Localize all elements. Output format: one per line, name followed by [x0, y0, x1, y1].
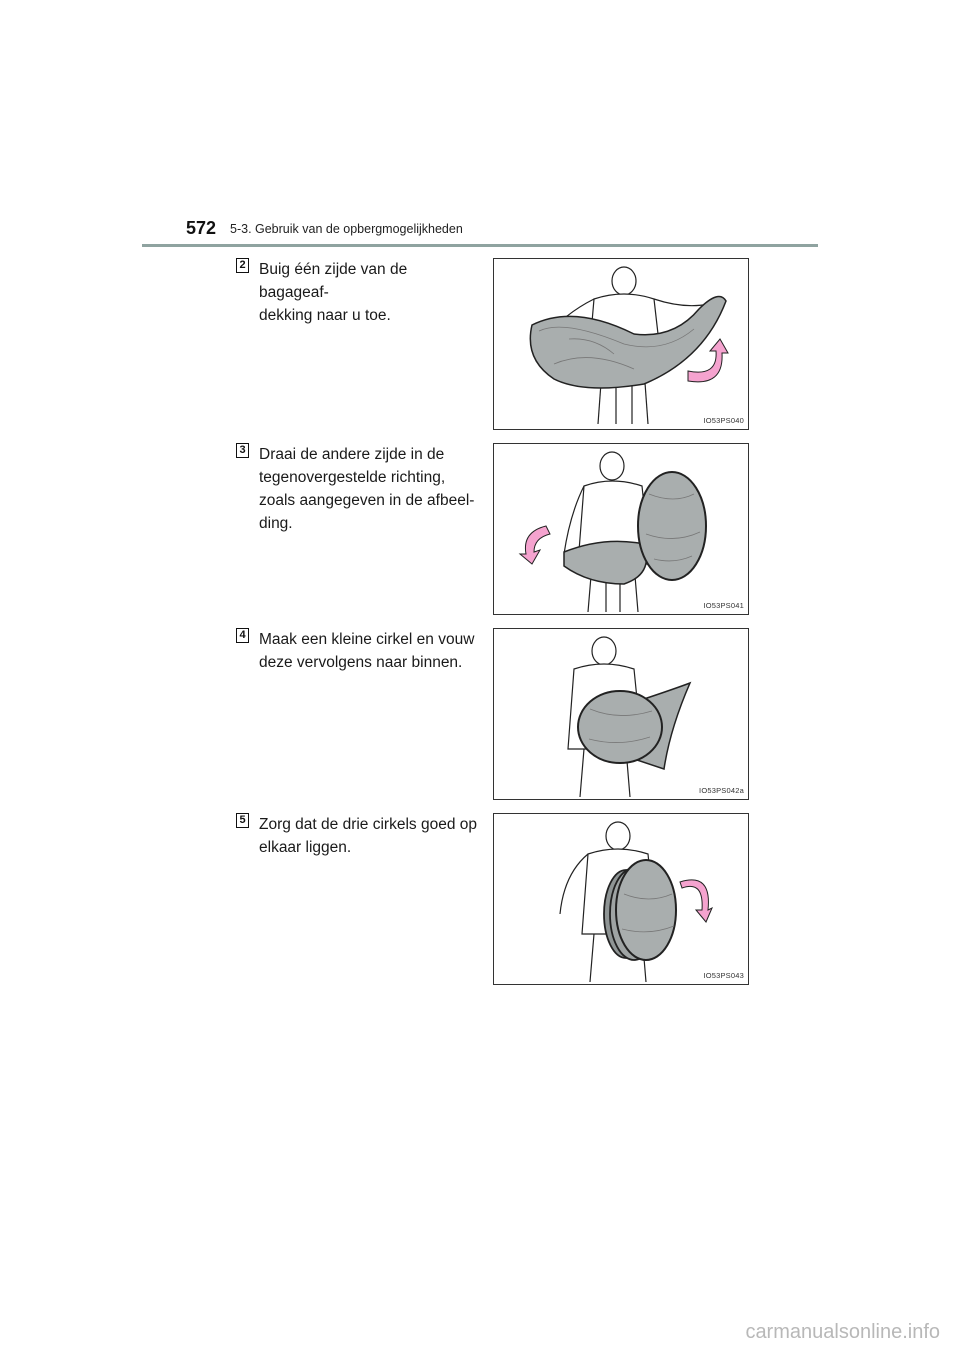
- figure-code: IO53PS040: [703, 416, 744, 425]
- illustration-twist-cover: [494, 444, 750, 616]
- step-illustration: [493, 628, 749, 800]
- rotate-arrow-icon: [520, 526, 550, 564]
- illustration-stack-circles: [494, 814, 750, 986]
- step-number-badge: 5: [236, 813, 249, 828]
- step-instruction: Buig één zijde van de bagageaf- dekking naar u toe.: [259, 261, 408, 324]
- step-illustration: [493, 443, 749, 615]
- page-number: 572: [186, 218, 217, 238]
- step-number-badge: 4: [236, 628, 249, 643]
- figure-code: IO53PS041: [703, 601, 744, 610]
- step-instruction: Maak een kleine cirkel en vouw deze vervolgens naar binnen.: [259, 631, 475, 671]
- step-instruction: Zorg dat de drie cirkels goed op elkaar liggen.: [259, 816, 477, 856]
- step-instruction: Draai de andere zijde in de tegenovergestelde richting, zoals aangegeven in de afbeel- ding.: [259, 446, 475, 532]
- header-divider: [142, 244, 818, 247]
- illustration-bend-cover: [494, 259, 750, 431]
- illustration-small-circle: [494, 629, 750, 801]
- step-number-badge: 3: [236, 443, 249, 458]
- step-illustration: [493, 258, 749, 430]
- watermark-logo: carmanualsonline.info: [745, 1321, 940, 1343]
- figure-code: IO53PS042a: [699, 786, 744, 795]
- rotate-arrow-icon: [680, 880, 712, 922]
- step-number-badge: 2: [236, 258, 249, 273]
- section-title: 5-3. Gebruik van de opbergmogelijkheden: [230, 222, 463, 236]
- step-illustration: [493, 813, 749, 985]
- figure-code: IO53PS043: [703, 971, 744, 980]
